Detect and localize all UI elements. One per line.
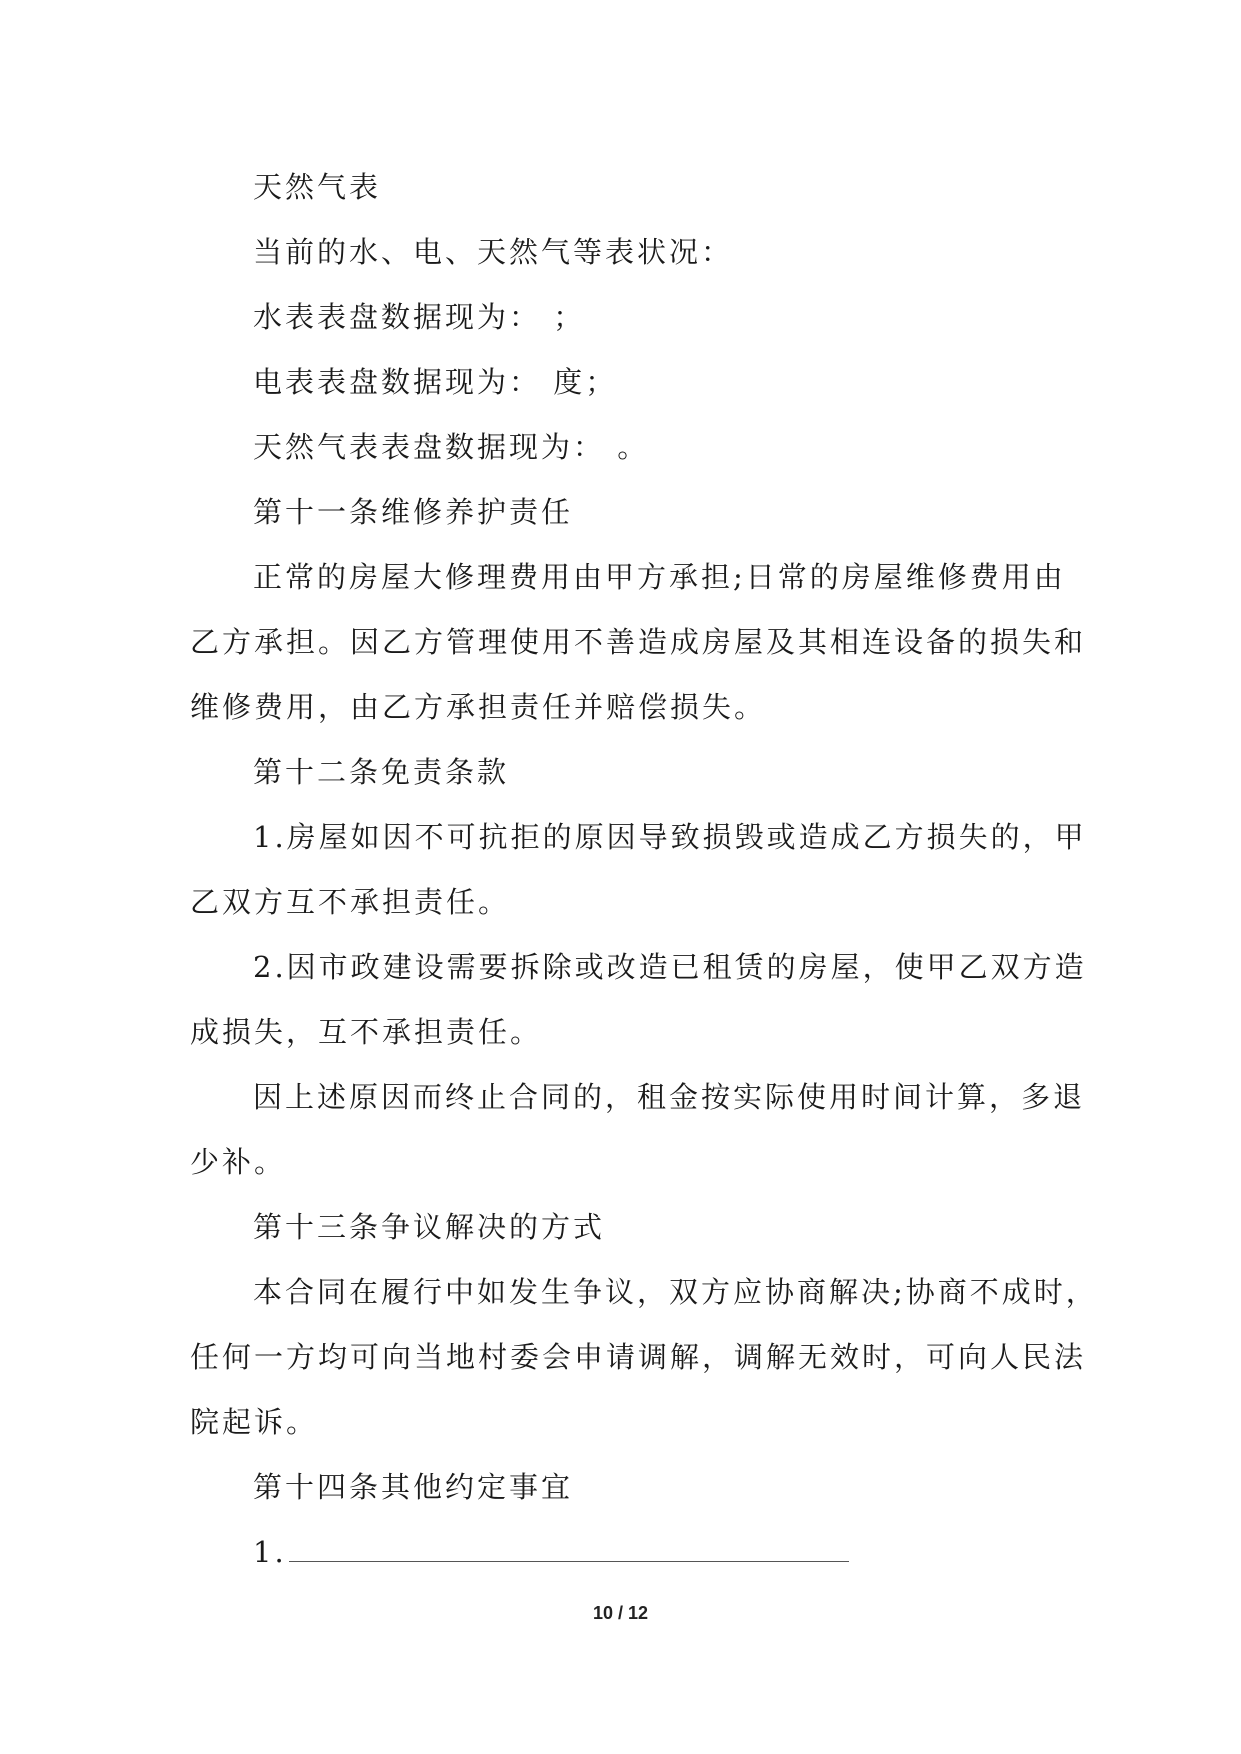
article-13-text-line-3: 院起诉。 [190,1405,319,1439]
meter-status-intro: 当前的水、电、天然气等表状况： [253,235,734,269]
article-12-note-line-1: 因上述原因而终止合同的，租金按实际使用时间计算，多退 [253,1080,1086,1114]
article-13-text-line-1: 本合同在履行中如发生争议，双方应协商解决;协商不成时， [253,1275,1098,1309]
article-13-text-line-2: 任何一方均可向当地村委会申请调解，调解无效时，可向人民法 [190,1340,1087,1374]
article-12-heading: 第十二条免责条款 [253,755,510,789]
document-body [190,155,1098,1585]
article-11-text-line-1: 正常的房屋大修理费用由甲方承担;日常的房屋维修费用由 [253,560,1066,594]
article-12-item-1-line-2: 乙双方互不承担责任。 [190,885,511,919]
article-11-text-line-3: 维修费用，由乙方承担责任并赔偿损失。 [190,690,767,724]
article-14-item-1-number: 1. [253,1535,287,1569]
water-meter-reading: 水表表盘数据现为： ； [253,300,586,334]
article-14-item-1 [190,1520,1060,1585]
article-12-item-2-line-2: 成损失，互不承担责任。 [190,1015,543,1049]
article-12-item-2-line-1: 2.因市政建设需要拆除或改造已租赁的房屋，使甲乙双方造 [253,950,1087,984]
article-12-note-line-2: 少补。 [190,1145,287,1179]
article-11-text-line-2: 乙方承担。因乙方管理使用不善造成房屋及其相连设备的损失和 [190,625,1087,659]
article-14-heading: 第十四条其他约定事宜 [253,1470,574,1504]
article-11-heading: 第十一条维修养护责任 [253,495,574,529]
page-number: 10 / 12 [592,1603,649,1623]
article-13-heading: 第十三条争议解决的方式 [253,1210,606,1244]
electric-meter-reading: 电表表盘数据现为： 度； [253,365,618,399]
gas-meter-heading: 天然气表 [253,170,382,204]
gas-meter-reading: 天然气表表盘数据现为： 。 [253,430,650,464]
fill-in-blank-line [289,1535,849,1562]
article-12-item-1-line-1: 1.房屋如因不可抗拒的原因导致损毁或造成乙方损失的，甲 [253,820,1087,854]
